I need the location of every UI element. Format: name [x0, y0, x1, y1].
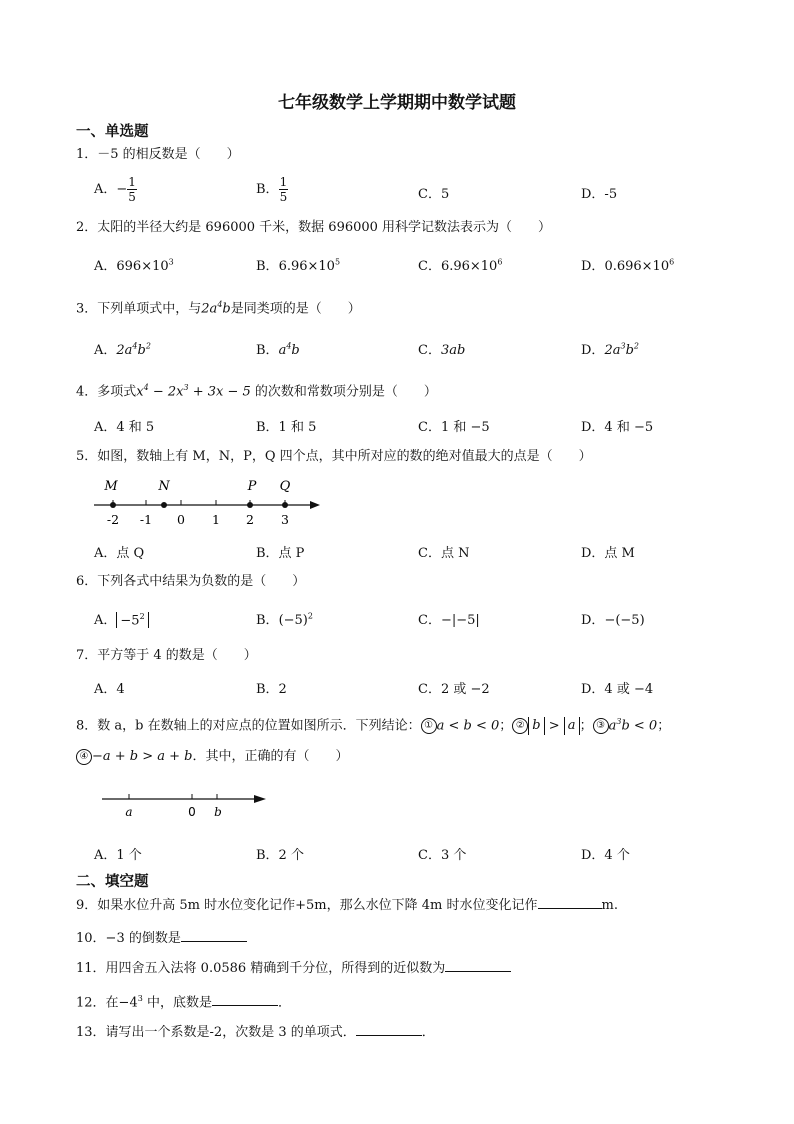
expression: 2a — [201, 301, 218, 317]
section-heading-fill-in: 二、填空题 — [76, 874, 149, 890]
exponent: 4 — [286, 341, 292, 351]
question-number: 10． — [76, 931, 106, 946]
q3-option-b[interactable] — [256, 339, 300, 358]
question-stem: 是同类项的是（ ） — [230, 301, 361, 317]
number-line-figure-2 — [98, 788, 278, 822]
question-7: 7．平方等于 4 的数是（ ） — [76, 648, 257, 663]
axis-arrow — [310, 501, 320, 509]
q1-option-d[interactable]: D．-5 — [581, 187, 618, 202]
tick-label: -1 — [139, 512, 153, 527]
expression: −3 — [105, 931, 125, 946]
question-3 — [76, 296, 361, 318]
expression: − 2x — [148, 384, 184, 400]
expression: −(−5) — [604, 613, 645, 628]
question-13 — [76, 1023, 435, 1042]
circled-number-2: ② — [512, 718, 528, 734]
option-label: A． — [94, 613, 117, 628]
q8-option-c[interactable]: C．3 个 — [418, 848, 467, 863]
answer-blank[interactable] — [445, 959, 511, 972]
expression: 3ab — [440, 343, 466, 358]
option-label: B． — [256, 182, 279, 197]
q2-option-a[interactable] — [94, 255, 174, 274]
exponent: 5 — [334, 257, 341, 267]
separator: ； — [657, 718, 671, 734]
question-12 — [76, 990, 291, 1012]
question-stem: ．其中，正确的有（ ） — [192, 749, 349, 764]
expression: b — [291, 343, 300, 358]
q8-option-b[interactable]: B．2 个 — [256, 848, 304, 863]
point-p-dot — [247, 502, 253, 508]
expression: 2a — [116, 343, 133, 358]
expression: −5 — [120, 613, 140, 628]
q4-option-d[interactable]: D．4 和 −5 — [581, 420, 654, 435]
axis-label-zero: 0 — [188, 805, 196, 819]
tick-label: 1 — [212, 512, 220, 527]
absolute-value-b: b — [528, 717, 544, 735]
q5-option-a[interactable]: A．点 Q — [94, 546, 145, 561]
answer-blank[interactable] — [538, 896, 602, 909]
question-number: 1． — [76, 147, 98, 162]
expression: −4 — [118, 995, 138, 1011]
question-stem: ． — [277, 995, 291, 1011]
minus-sign: − — [116, 182, 128, 197]
question-stem: 3．下列单项式中，与 — [76, 301, 202, 317]
denominator: 5 — [128, 190, 136, 204]
question-8 — [76, 713, 670, 735]
expression: (−5) — [278, 613, 308, 628]
absolute-value-a: a — [564, 717, 580, 735]
point-label-q: Q — [279, 479, 291, 494]
exponent: 2 — [145, 341, 151, 351]
q6-option-c[interactable] — [418, 609, 480, 628]
q4-option-b[interactable]: B．1 和 5 — [256, 420, 317, 435]
point-label-p: P — [247, 479, 257, 494]
q4-option-a[interactable]: A．4 和 5 — [94, 420, 155, 435]
section-heading-single-choice: 一、单选题 — [76, 124, 149, 140]
question-2: 2．太阳的半径大约是 696000 千米，数据 696000 用科学记数法表示为（ ） — [76, 220, 552, 235]
exponent: 3 — [183, 383, 189, 392]
answer-blank[interactable] — [212, 993, 278, 1006]
question-8-continued — [76, 748, 349, 766]
question-stem: 的次数和常数项分别是（ ） — [250, 384, 437, 400]
option-label: A． — [94, 343, 117, 358]
q3-option-d[interactable] — [581, 339, 639, 358]
expression: 6.96×10 — [440, 259, 498, 274]
exponent: 4 — [132, 341, 138, 351]
expression: 696×10 — [116, 259, 169, 274]
q6-option-b[interactable] — [256, 609, 313, 628]
exponent: 4 — [143, 383, 149, 392]
answer-blank[interactable] — [181, 929, 247, 942]
axis-label-a: a — [125, 805, 133, 819]
expression: b — [625, 343, 634, 358]
fraction — [127, 175, 137, 204]
tick-label: 3 — [281, 512, 289, 527]
exponent: 3 — [137, 994, 143, 1003]
exponent: 3 — [616, 717, 622, 726]
q3-option-a[interactable] — [94, 339, 151, 358]
separator: ； — [579, 718, 593, 734]
q8-option-d[interactable]: D．4 个 — [581, 848, 630, 863]
q1-option-c[interactable]: C．5 — [418, 187, 450, 202]
exponent: 4 — [217, 300, 223, 309]
question-stem: ． — [421, 1025, 435, 1040]
q2-option-d[interactable] — [581, 255, 674, 274]
absolute-value-expression — [116, 612, 148, 628]
expression: x — [136, 384, 144, 400]
tick-label: 2 — [246, 512, 254, 527]
exponent: 2 — [633, 341, 639, 351]
option-label: D． — [581, 343, 605, 358]
expression: a < b < 0 — [436, 718, 500, 734]
question-5: 5．如图，数轴上有 M，N，P，Q 四个点，其中所对应的数的绝对值最大的点是（ ） — [76, 449, 592, 464]
axis-label-b: b — [214, 805, 222, 819]
q1-option-b[interactable] — [256, 175, 288, 204]
expression: > — [544, 718, 564, 734]
exponent: 2 — [307, 611, 313, 621]
option-label: C． — [418, 259, 441, 274]
question-stem: m. — [601, 898, 618, 913]
q1-option-a[interactable] — [94, 175, 137, 204]
exponent: 3 — [620, 341, 626, 351]
option-label: B． — [256, 259, 279, 274]
circled-number-4: ④ — [76, 749, 92, 765]
expression: a — [278, 343, 287, 358]
point-m-dot — [110, 502, 116, 508]
expression: 2a — [604, 343, 621, 358]
exponent: 3 — [168, 257, 174, 267]
numerator: 1 — [128, 175, 136, 189]
option-label: A． — [94, 182, 117, 197]
q4-option-c[interactable]: C．1 和 −5 — [418, 420, 490, 435]
expression: a — [608, 718, 617, 734]
expression: −a + b > a + b — [92, 749, 193, 764]
option-label: D． — [581, 613, 605, 628]
q7-option-c[interactable]: C．2 或 −2 — [418, 682, 490, 697]
tick-label: 0 — [177, 512, 185, 527]
option-label: A． — [94, 259, 117, 274]
q7-option-d[interactable]: D．4 或 −4 — [581, 682, 654, 697]
question-stem: 12．在 — [76, 995, 119, 1011]
expression: 0.696×10 — [604, 259, 670, 274]
q8-option-a[interactable]: A．1 个 — [94, 848, 142, 863]
circled-number-1: ① — [421, 718, 437, 734]
question-stem: 11．用四舍五入法将 0.0586 精确到千分位，所得到的近似数为 — [76, 961, 446, 976]
q2-option-c[interactable] — [418, 255, 502, 274]
number-line-figure-1 — [88, 474, 328, 530]
q3-option-c[interactable] — [418, 339, 465, 358]
option-label: C． — [418, 343, 441, 358]
question-10 — [76, 929, 247, 948]
tick-label: -2 — [106, 512, 120, 527]
expression: b — [222, 301, 231, 317]
point-n-dot — [161, 502, 167, 508]
point-label-n: N — [158, 479, 170, 494]
denominator: 5 — [279, 190, 288, 204]
exponent: 2 — [139, 611, 145, 621]
question-stem: 13．请写出一个系数是-2，次数是 3 的单项式． — [76, 1025, 356, 1040]
expression: + 3x − 5 — [188, 384, 251, 400]
expression: b < 0 — [621, 718, 658, 734]
question-stem: 8．数 a，b 在数轴上的对应点的位置如图所示．下列结论： — [76, 718, 421, 734]
q7-option-b[interactable]: B．2 — [256, 682, 287, 697]
question-6: 6．下列各式中结果为负数的是（ ） — [76, 574, 306, 589]
q5-option-c[interactable]: C．点 N — [418, 546, 470, 561]
point-q-dot — [282, 502, 288, 508]
expression: b — [137, 343, 146, 358]
q7-option-a[interactable]: A．4 — [94, 682, 125, 697]
question-4 — [76, 379, 437, 401]
separator: ； — [499, 718, 513, 734]
q6-option-d[interactable] — [581, 609, 645, 628]
expression: 6.96×10 — [278, 259, 335, 274]
circled-number-3: ③ — [593, 718, 609, 734]
answer-blank[interactable] — [356, 1023, 422, 1036]
question-stem: 的倒数是 — [124, 931, 181, 946]
question-11 — [76, 959, 511, 978]
question-stem: 中，底数是 — [142, 995, 212, 1011]
option-label: B． — [256, 343, 279, 358]
option-label: C． — [418, 613, 441, 628]
axis-arrow — [254, 795, 266, 803]
question-1 — [76, 146, 240, 164]
option-label: D． — [581, 259, 605, 274]
question-9 — [76, 896, 618, 915]
q2-option-b[interactable] — [256, 255, 340, 274]
q5-option-d[interactable]: D．点 M — [581, 546, 635, 561]
question-stem: 9．如果水位升高 5m 时水位变化记作+5m，那么水位下降 4m 时水位变化记作 — [76, 898, 538, 913]
question-stem: 4．多项式 — [76, 384, 137, 400]
numerator: 1 — [279, 175, 288, 189]
point-label-m: M — [104, 479, 118, 494]
expression: −|−5| — [440, 613, 480, 628]
exponent: 6 — [669, 257, 675, 267]
fraction — [279, 175, 289, 204]
q6-option-a[interactable] — [94, 609, 149, 628]
exponent: 6 — [497, 257, 503, 267]
q5-option-b[interactable]: B．点 P — [256, 546, 305, 561]
question-stem: －5 的相反数是（ ） — [97, 147, 240, 162]
option-label: B． — [256, 613, 279, 628]
page-title: 七年级数学上学期期中数学试题 — [278, 93, 516, 113]
